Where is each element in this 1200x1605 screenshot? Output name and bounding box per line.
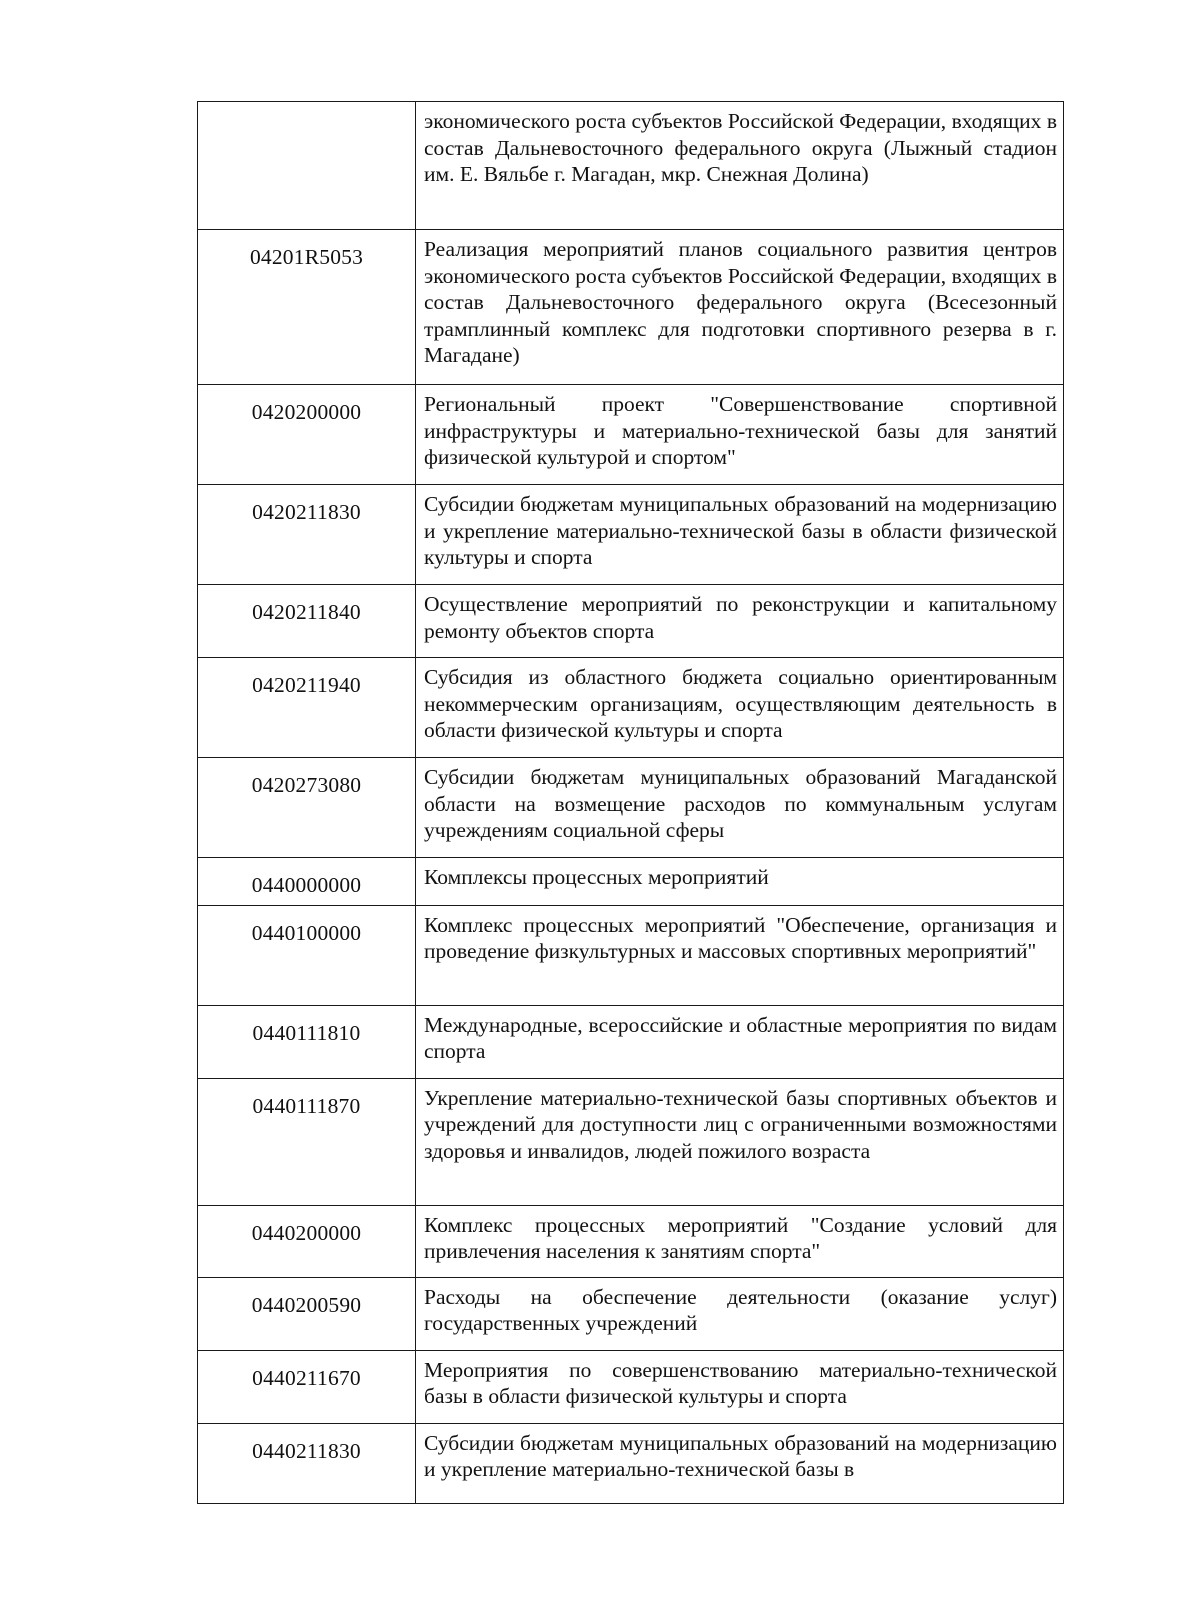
description-cell: Субсидии бюджетам муниципальных образований на модернизацию и укрепление материально-технической базы в области физической культуры и спорта xyxy=(416,485,1064,585)
description-cell: Расходы на обеспечение деятельности (оказание услуг) государственных учреждений xyxy=(416,1277,1064,1350)
code-cell: 0440211830 xyxy=(198,1423,416,1503)
code-cell: 0440111810 xyxy=(198,1005,416,1078)
description-cell: Субсидии бюджетам муниципальных образований на модернизацию и укрепление материально-технической базы в xyxy=(416,1423,1064,1503)
code-cell: 0420211830 xyxy=(198,485,416,585)
table-row xyxy=(198,658,1064,758)
table-row xyxy=(198,230,1064,385)
code-cell: 0420211940 xyxy=(198,658,416,758)
table-row xyxy=(198,1423,1064,1503)
description-cell: Субсидии бюджетам муниципальных образований Магаданской области на возмещение расходов по коммунальным услугам учреждениям социальной сферы xyxy=(416,758,1064,858)
table-row xyxy=(198,758,1064,858)
code-cell: 0420273080 xyxy=(198,758,416,858)
code-cell: 0440100000 xyxy=(198,905,416,1005)
code-cell xyxy=(198,102,416,230)
table-row xyxy=(198,102,1064,230)
table-body xyxy=(198,102,1064,1504)
description-cell: Осуществление мероприятий по реконструкции и капитальному ремонту объектов спорта xyxy=(416,585,1064,658)
description-cell: Укрепление материально-технической базы спортивных объектов и учреждений для доступности лиц с ограниченными возможностями здоровья и инвалидов, людей пожилого возраста xyxy=(416,1078,1064,1205)
table-row xyxy=(198,585,1064,658)
table-row xyxy=(198,385,1064,485)
code-cell: 0420211840 xyxy=(198,585,416,658)
description-cell: Реализация мероприятий планов социального развития центров экономического роста субъектов Российской Федерации, входящих в состав Дальневосточного федерального округа (Всесезонный трамплинный комплекс для подготовки спортивного резерва в г. Магадане) xyxy=(416,230,1064,385)
description-cell: Субсидия из областного бюджета социально ориентированным некоммерческим организациям, осуществляющим деятельность в области физической культуры и спорта xyxy=(416,658,1064,758)
table-row xyxy=(198,1005,1064,1078)
code-cell: 0440000000 xyxy=(198,858,416,906)
table-row xyxy=(198,1078,1064,1205)
description-cell: экономического роста субъектов Российской Федерации, входящих в состав Дальневосточного федерального округа (Лыжный стадион им. Е. Вяльбе г. Магадан, мкр. Снежная Долина) xyxy=(416,102,1064,230)
description-cell: Международные, всероссийские и областные мероприятия по видам спорта xyxy=(416,1005,1064,1078)
code-cell: 0440211670 xyxy=(198,1350,416,1423)
description-cell: Мероприятия по совершенствованию материально-технической базы в области физической культуры и спорта xyxy=(416,1350,1064,1423)
code-cell: 0440111870 xyxy=(198,1078,416,1205)
code-cell: 0420200000 xyxy=(198,385,416,485)
description-cell: Комплексы процессных мероприятий xyxy=(416,858,1064,906)
budget-classification-table xyxy=(197,101,1064,1504)
table-row xyxy=(198,905,1064,1005)
table-row xyxy=(198,1350,1064,1423)
description-cell: Региональный проект "Совершенствование спортивной инфраструктуры и материально-технической базы для занятий физической культурой и спортом" xyxy=(416,385,1064,485)
table-row xyxy=(198,858,1064,906)
table-row xyxy=(198,1277,1064,1350)
code-cell: 04201R5053 xyxy=(198,230,416,385)
table-row xyxy=(198,485,1064,585)
table-row xyxy=(198,1205,1064,1277)
description-cell: Комплекс процессных мероприятий "Обеспечение, организация и проведение физкультурных и массовых спортивных мероприятий" xyxy=(416,905,1064,1005)
description-cell: Комплекс процессных мероприятий "Создание условий для привлечения населения к занятиям спорта" xyxy=(416,1205,1064,1277)
code-cell: 0440200590 xyxy=(198,1277,416,1350)
code-cell: 0440200000 xyxy=(198,1205,416,1277)
